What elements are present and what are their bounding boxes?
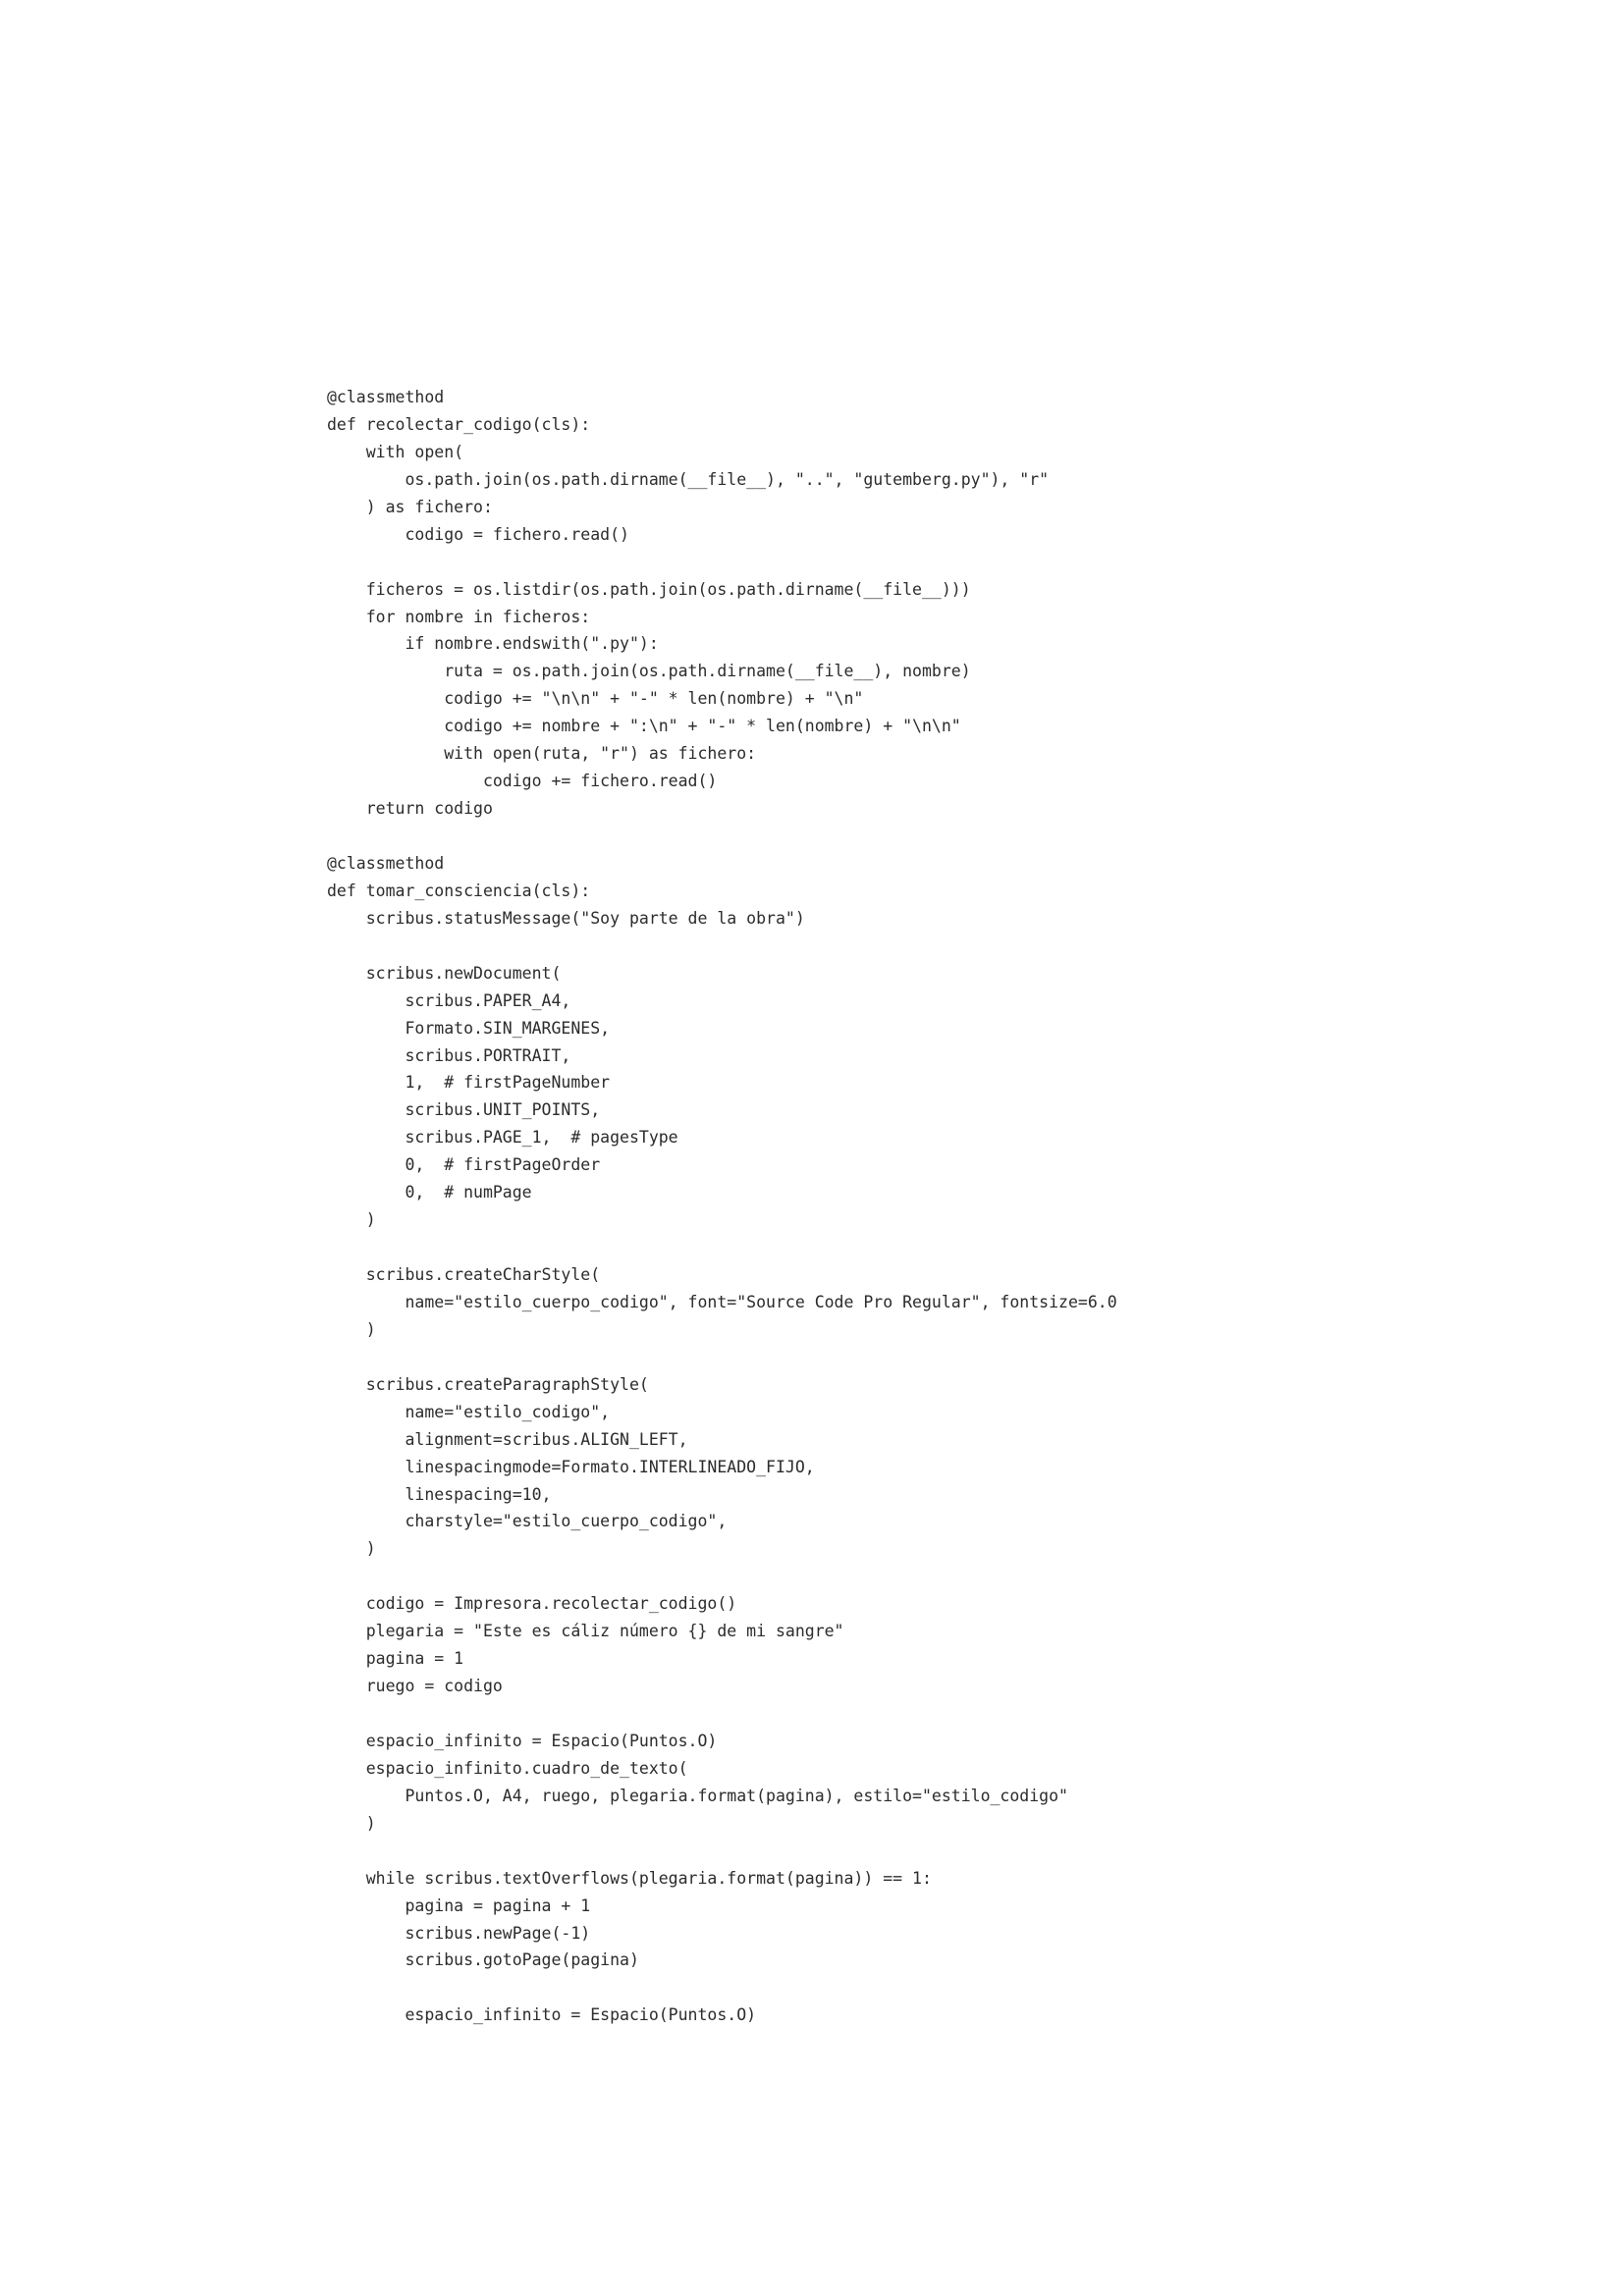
code-line: 0, # numPage [327,1183,532,1202]
code-line: ficheros = os.listdir(os.path.join(os.path.dirname(__file__))) [327,579,971,599]
code-line: ) as fichero: [327,497,493,516]
blank-code-line [327,1974,1117,2002]
code-line: codigo = fichero.read() [327,524,629,544]
code-line: Formato.SIN_MARGENES, [327,1018,611,1038]
code-line: os.path.join(os.path.dirname(__file__), "..", "gutemberg.py"), "r" [327,469,1050,489]
code-line: plegaria = "Este es cáliz número {} de mi sangre" [327,1622,844,1641]
code-line: name="estilo_codigo", [327,1402,611,1421]
code-line: alignment=scribus.ALIGN_LEFT, [327,1429,688,1449]
code-line: espacio_infinito = Espacio(Puntos.O) [327,1731,718,1750]
blank-code-line [327,823,1117,850]
code-line: 1, # firstPageNumber [327,1073,611,1093]
blank-code-line [327,1234,1117,1261]
code-line: while scribus.textOverflows(plegaria.format(pagina)) == 1: [327,1868,932,1888]
code-line: espacio_infinito.cuadro_de_texto( [327,1758,688,1778]
code-line: for nombre in ficheros: [327,607,591,626]
code-line: with open( [327,442,464,461]
code-line: Puntos.O, A4, ruego, plegaria.format(pagina), estilo="estilo_codigo" [327,1786,1068,1805]
code-line: scribus.gotoPage(pagina) [327,1950,639,1970]
code-line: charstyle="estilo_cuerpo_codigo", [327,1512,728,1531]
code-line: linespacing=10, [327,1484,552,1504]
code-line: codigo = Impresora.recolectar_codigo() [327,1594,737,1614]
code-line: def recolectar_codigo(cls): [327,414,591,434]
code-line: espacio_infinito = Espacio(Puntos.O) [327,2005,757,2025]
code-line: @classmethod [327,388,445,406]
code-line: return codigo [327,799,493,819]
blank-code-line [327,933,1117,960]
blank-code-line [327,1344,1117,1371]
code-line: scribus.UNIT_POINTS, [327,1100,601,1120]
blank-code-line [327,549,1117,576]
code-line: scribus.statusMessage("Soy parte de la obra") [327,908,805,928]
blank-code-line [327,1563,1117,1590]
code-line: scribus.newDocument( [327,963,562,983]
code-line: scribus.PAPER_A4, [327,990,571,1010]
code-line: pagina = 1 [327,1649,464,1669]
code-line: scribus.PAGE_1, # pagesType [327,1128,678,1148]
code-listing [327,384,1117,2029]
code-line: if nombre.endswith(".py"): [327,634,659,654]
code-line: ) [327,1813,376,1833]
code-line: scribus.PORTRAIT, [327,1045,571,1065]
blank-code-line [327,1838,1117,1865]
code-line: name="estilo_cuerpo_codigo", font="Source Code Pro Regular", fontsize=6.0 [327,1292,1117,1311]
code-line: ruego = codigo [327,1677,503,1696]
code-line: with open(ruta, "r") as fichero: [327,744,757,764]
code-line: codigo += "\n\n" + "-" * len(nombre) + "\n" [327,689,864,709]
blank-code-line [327,1700,1117,1728]
code-line: ) [327,1319,376,1339]
code-line: ) [327,1539,376,1559]
code-line: scribus.createCharStyle( [327,1265,601,1284]
code-line: @classmethod [327,853,445,873]
code-line: def tomar_consciencia(cls): [327,881,591,900]
code-line: codigo += fichero.read() [327,772,718,791]
code-line: ) [327,1210,376,1230]
code-line: scribus.newPage(-1) [327,1923,591,1943]
code-line: codigo += nombre + ":\n" + "-" * len(nombre) + "\n\n" [327,717,961,736]
code-line: 0, # firstPageOrder [327,1155,601,1175]
code-line: scribus.createParagraphStyle( [327,1374,649,1394]
code-line: linespacingmode=Formato.INTERLINEADO_FIJO, [327,1457,815,1476]
code-line: ruta = os.path.join(os.path.dirname(__file__), nombre) [327,662,971,681]
code-line: pagina = pagina + 1 [327,1896,591,1915]
